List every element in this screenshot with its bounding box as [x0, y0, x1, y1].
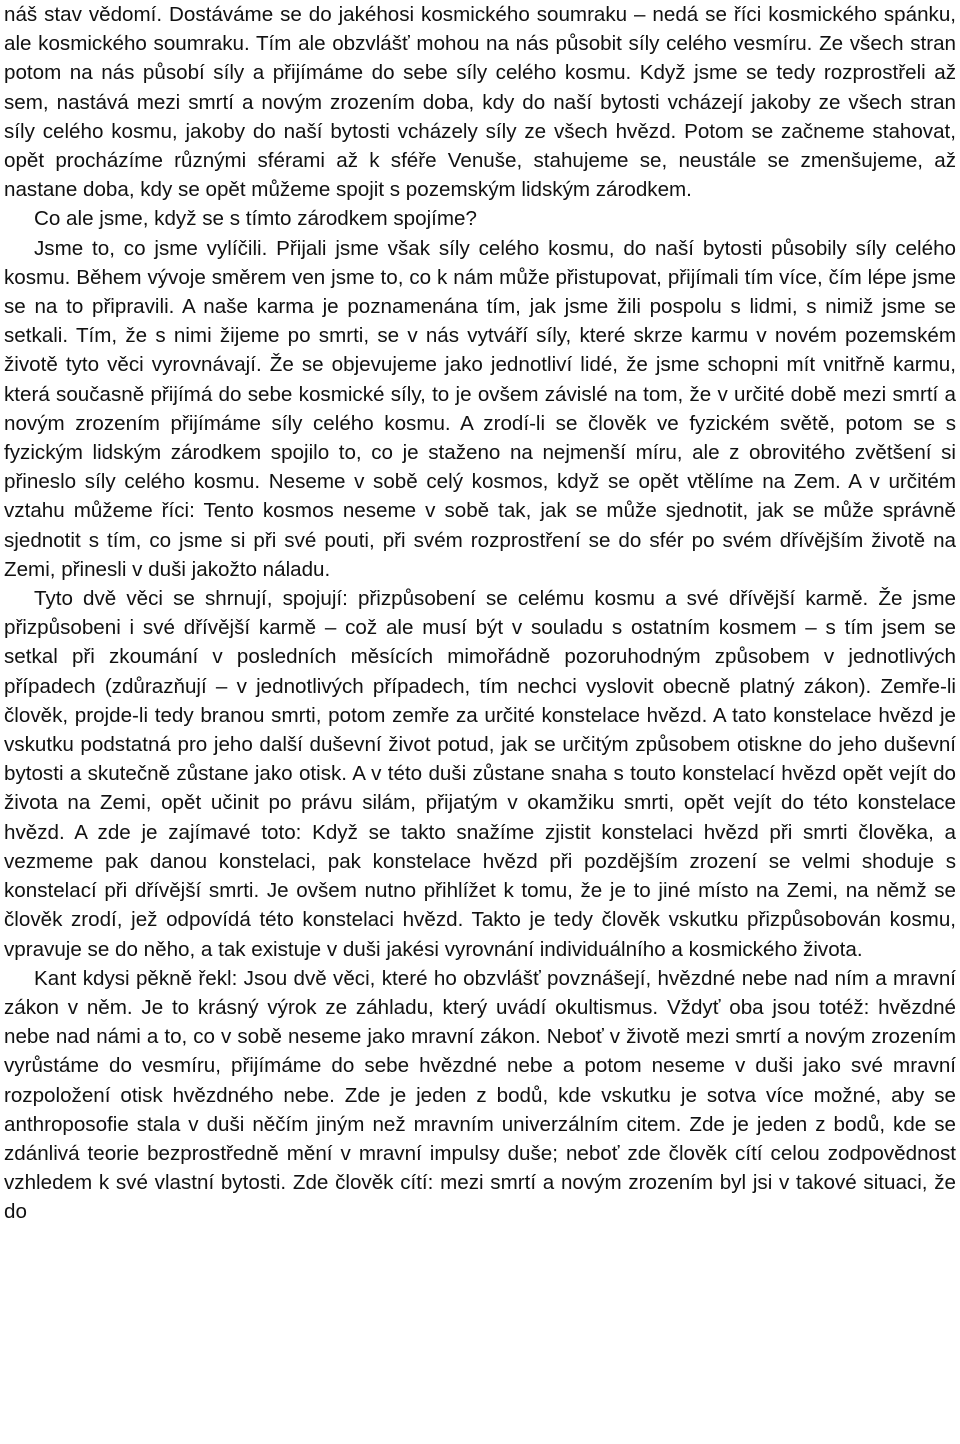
- paragraph-5: Kant kdysi pěkně řekl: Jsou dvě věci, které ho obzvlášť povznášejí, hvězdné nebe nad ním a mravní zákon v něm. Je to krásný výrok ze záhladu, který uvádí okultismus. Vždyť oba jsou totéž: hvězdné nebe nad námi a to, co v sobě neseme jako mravní zákon. Neboť v životě mezi smrtí a novým zrozením vyrůstáme do vesmíru, přijímáme do sebe hvězdné nebe a potom neseme v duši jako své mravní rozpoložení otisk hvězdného nebe. Zde je jeden z bodů, kde vskutku je sotva více možné, aby se anthroposofie stala v duši něčím jiným než mravním univerzálním citem. Zde je jeden z bodů, kde se zdánlivá teorie bezprostředně mění v mravní impulsy duše; neboť zde člověk cítí celou zodpovědnost vzhledem k své vlastní bytosti. Zde člověk cítí: mezi smrtí a novým zrozením byl jsi v takové situaci, že do: [4, 966, 956, 1224]
- paragraph-3: Jsme to, co jsme vylíčili. Přijali jsme však síly celého kosmu, do naší bytosti působily síly celého kosmu. Během vývoje směrem ven jsme to, co k nám může přistupovat, přijímali tím více, čím lépe jsme se na to připravili. A naše karma je poznamenána tím, jak jsme žili pospolu s lidmi, s nimiž jsme se setkali. Tím, že s nimi žijeme po smrti, se v nás vytváří síly, které skrze karmu v novém pozemském životě tyto věci vyrovnávají. Že se objevujeme jako jednotliví lidé, že jsme schopni mít vnitřně karmu, která současně přijímá do sebe kosmické síly, to je ovšem závislé na tom, že v určité době mezi smrtí a novým zrozením přijímáme síly celého kosmu. A zrodí-li se člověk ve fyzickém světě, potom se s fyzickým lidským zárodkem spojilo to, co je staženo na nejmenší míru, ale z obrovitého zvětšení si přineslo síly celého kosmu. Neseme v sobě celý kosmos, když se opět vtělíme na Zem. A v určitém vztahu můžeme říci: Tento kosmos neseme v sobě tak, jak se může sjednotit, jak se může správně sjednotit s tím, co jsme si při své pouti, při svém rozprostření se do sfér po svém dřívějším životě na Zemi, přinesli v duši jakožto náladu.: [4, 236, 956, 581]
- paragraph-2: Co ale jsme, když se s tímto zárodkem spojíme?: [34, 207, 477, 231]
- paragraph-1: náš stav vědomí. Dostáváme se do jakéhosi kosmického soumraku – nedá se říci kosmického spánku, ale kosmického soumraku. Tím ale obzvlášť mohou na nás působit síly celého vesmíru. Ze všech stran potom na nás působí síly a přijímáme do sebe síly celého kosmu. Když jsme se tedy rozprostřeli až sem, nastává mezi smrtí a novým zrozením doba, kdy do naší bytosti vcházejí jakoby ze všech stran síly celého kosmu, jakoby do naší bytosti vcházely síly ze všech hvězd. Potom se začneme stahovat, opět procházíme různými sférami až k sféře Venuše, stahujeme se, neustále se zmenšujeme, až nastane doba, kdy se opět můžeme spojit s pozemským lidským zárodkem.: [4, 3, 956, 202]
- paragraph-4: Tyto dvě věci se shrnují, spojují: přizpůsobení se celému kosmu a své dřívější karmě. Že jsme přizpůsobeni i své dřívější karmě – což ale musí být v souladu s ostatním kosmem – s tím jsem se setkal při zkoumání v posledních měsících mimořádně pozoruhodným způsobem v jednotlivých případech (zdůrazňují – v jednotlivých případech, tím nechci vyslovit obecně platný zákon). Zemře-li člověk, projde-li tedy branou smrti, potom zemře za určité konstelace hvězd. A tato konstelace hvězd je vskutku podstatná pro jeho další duševní život potud, jak se určitým způsobem otiskne do jeho duševní bytosti a skutečně zůstane jako otisk. A v této duši zůstane snaha s touto konstelací hvězd opět vejít do života na Zemi, opět učinit po právu silám, přijatým v okamžiku smrti, opět vejít do této konstelace hvězd. A zde je zajímavé toto: Když se takto snažíme zjistit konstelaci hvězd při smrti člověka, a vezmeme pak danou konstelaci, pak konstelace hvězd při pozdějším zrození se velmi shoduje s konstelací při dřívější smrti. Je ovšem nutno přihlížet k tomu, že je to jiné místo na Zemi, na němž se člověk zrodí, jež odpovídá této konstelaci hvězd. Takto je tedy člověk vskutku přizpůsobován kosmu, vpravuje se do něho, a tak existuje v duši jakési vyrovnání individuálního a kosmického života.: [4, 587, 956, 961]
